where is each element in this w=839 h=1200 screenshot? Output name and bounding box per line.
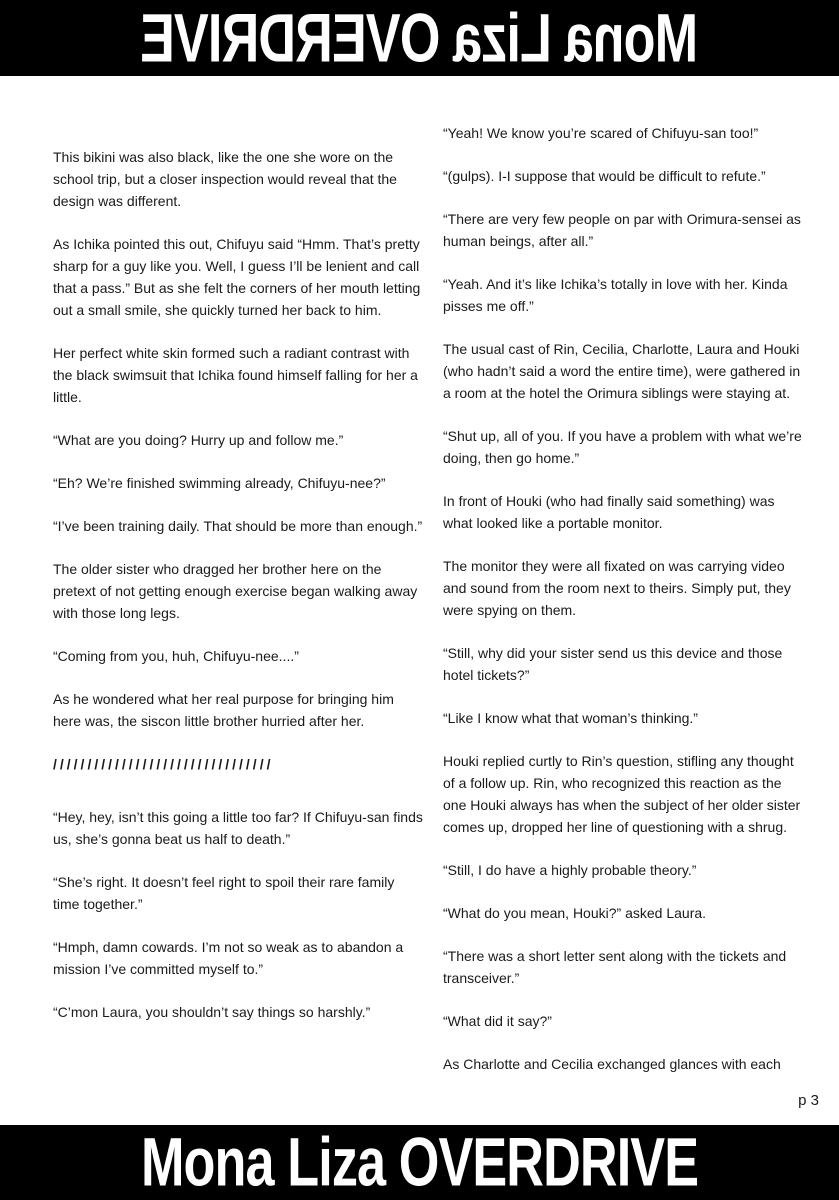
paragraph: “C’mon Laura, you shouldn’t say things so harshly.” xyxy=(53,1004,371,1020)
paragraph: “Coming from you, huh, Chifuyu-nee....” xyxy=(53,648,299,664)
paragraph: “What are you doing? Hurry up and follow me.” xyxy=(53,432,344,448)
paragraph: As he wondered what her real purpose for bringing him here was, the siscon little brother hurried after her. xyxy=(53,691,394,729)
paragraph: “There was a short letter sent along with the tickets and transceiver.” xyxy=(443,948,787,986)
paragraph: “Still, I do have a highly probable theory.” xyxy=(443,862,697,878)
paragraph: “(gulps). I-I suppose that would be difficult to refute.” xyxy=(443,168,766,184)
page-number: p 3 xyxy=(798,1092,819,1109)
paragraph: This bikini was also black, like the one she wore on the school trip, but a closer inspection would reveal that the design was different. xyxy=(53,149,397,209)
paragraph: “I’ve been training daily. That should be more than enough.” xyxy=(53,518,423,534)
paragraph: As Ichika pointed this out, Chifuyu said “Hmm. That’s pretty sharp for a guy like you. Well, I guess I’ll be lenient and call that a pass.” But as she felt the corners of her mouth letting out a small smile, she quickly turned her back to him. xyxy=(53,236,421,318)
paragraph: “She’s right. It doesn’t feel right to spoil their rare family time together.” xyxy=(53,874,395,912)
paragraph: The older sister who dragged her brother here on the pretext of not getting enough exercise began walking away with those long legs. xyxy=(53,561,418,621)
paragraph: Her perfect white skin formed such a radiant contrast with the black swimsuit that Ichika found himself falling for her a little. xyxy=(53,345,418,405)
paragraph: “Yeah! We know you’re scared of Chifuyu-san too!” xyxy=(443,125,759,141)
paragraph: “Hey, hey, isn’t this going a little too far? If Chifuyu-san finds us, she’s gonna beat us half to death.” xyxy=(53,809,423,847)
paragraph: “There are very few people on par with Orimura-sensei as human beings, after all.” xyxy=(443,211,801,249)
left-text-column xyxy=(53,146,423,1044)
paragraph: “Shut up, all of you. If you have a problem with what we’re doing, then go home.” xyxy=(443,428,802,466)
header-banner xyxy=(0,0,839,76)
paragraph: “Like I know what that woman’s thinking.” xyxy=(443,710,698,726)
right-text-column xyxy=(443,122,807,1096)
paragraph: “What did it say?” xyxy=(443,1013,552,1029)
paragraph: “Hmph, damn cowards. I’m not so weak as to abandon a mission I’ve committed myself to.” xyxy=(53,939,404,977)
section-divider: //////////////////////////////// xyxy=(53,756,274,772)
paragraph: “What do you mean, Houki?” asked Laura. xyxy=(443,905,707,921)
header-title-mirrored: Mona Liza OVERDRIVE xyxy=(140,0,699,76)
paragraph: The monitor they were all fixated on was carrying video and sound from the room next to theirs. Simply put, they were spying on them. xyxy=(443,558,791,618)
paragraph: In front of Houki (who had finally said something) was what looked like a portable monitor. xyxy=(443,493,775,531)
paragraph: As Charlotte and Cecilia exchanged glances with each xyxy=(443,1056,781,1072)
paragraph: The usual cast of Rin, Cecilia, Charlotte, Laura and Houki (who hadn’t said a word the entire time), were gathered in a room at the hotel the Orimura siblings were staying at. xyxy=(443,341,801,401)
paragraph: “Yeah. And it’s like Ichika’s totally in love with her. Kinda pisses me off.” xyxy=(443,276,788,314)
paragraph: “Eh? We’re finished swimming already, Chifuyu-nee?” xyxy=(53,475,386,491)
paragraph: “Still, why did your sister send us this device and those hotel tickets?” xyxy=(443,645,783,683)
paragraph: Houki replied curtly to Rin’s question, stifling any thought of a follow up. Rin, who recognized this reaction as the one Houki always has when the subject of her older sister comes up, dropped her line of questioning with a shrug. xyxy=(443,753,801,835)
footer-banner xyxy=(0,1125,839,1200)
footer-title: Mona Liza OVERDRIVE xyxy=(140,1125,699,1200)
